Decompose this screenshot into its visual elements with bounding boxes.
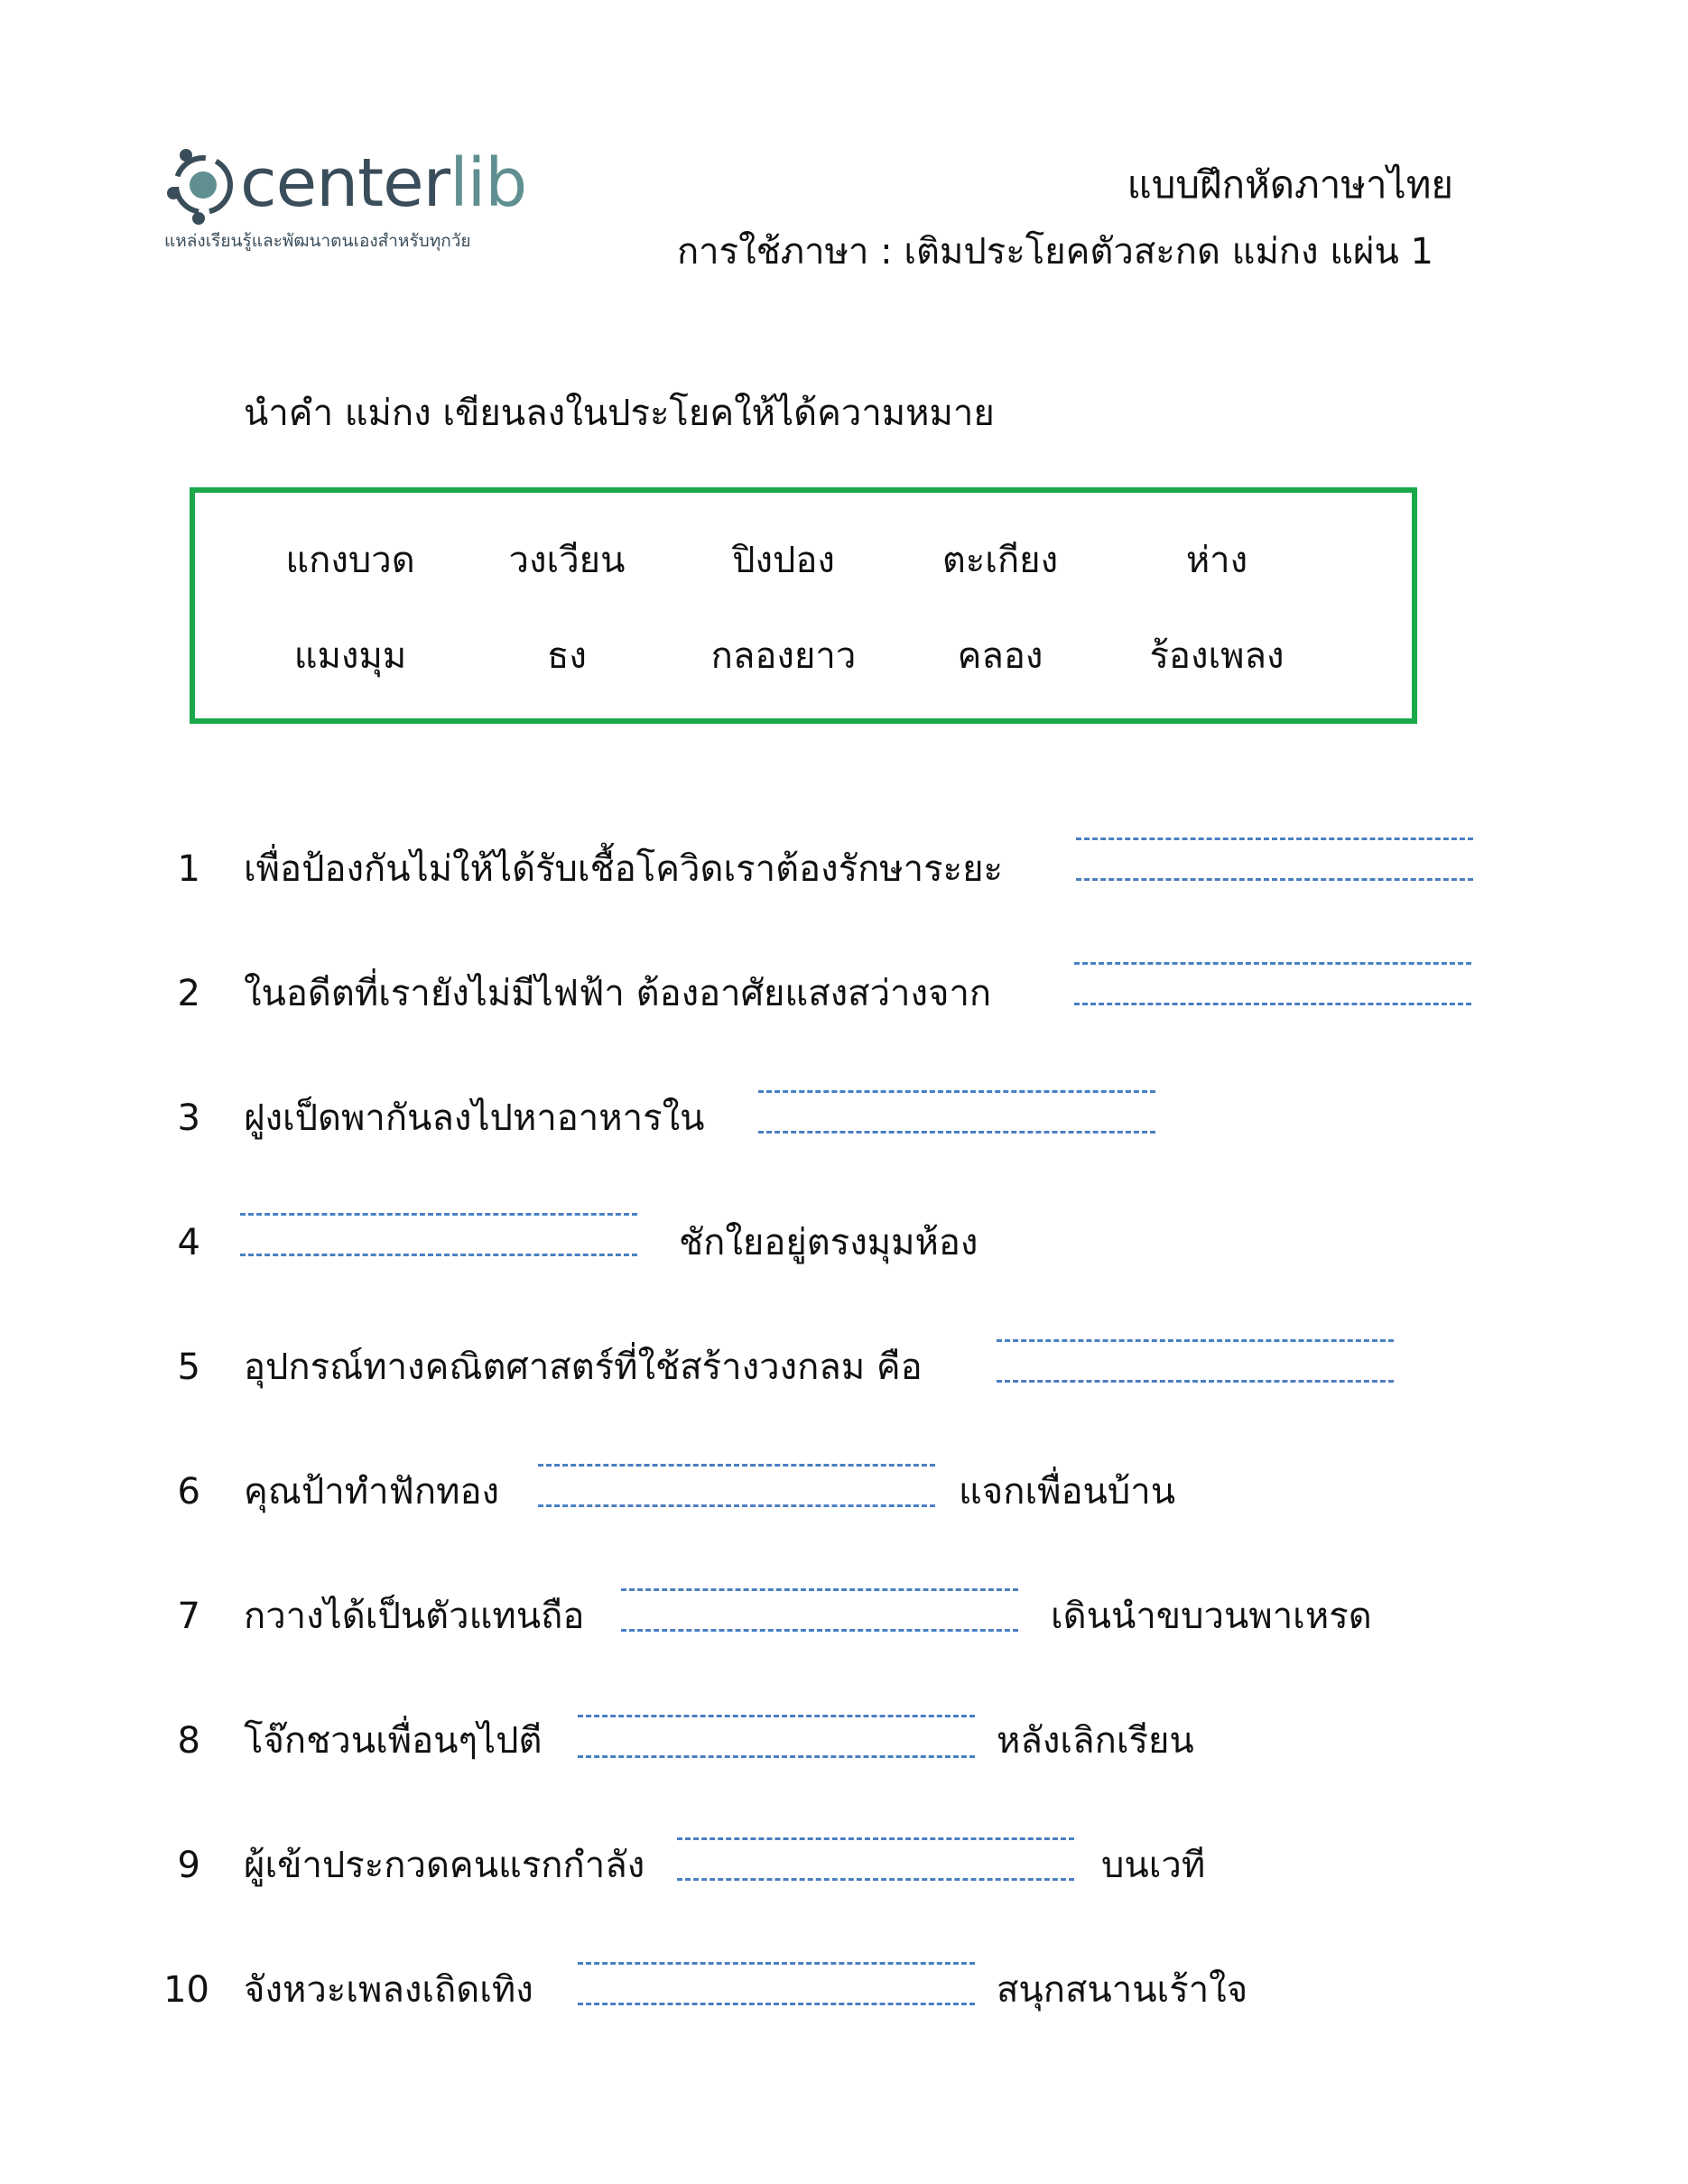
question-text-before: คุณป้าทำฟักทอง xyxy=(244,1471,500,1513)
question-row xyxy=(0,1096,1688,1222)
question-text-before: ผู้เข้าประกวดคนแรกกำลัง xyxy=(244,1845,645,1886)
question-number: 8 xyxy=(177,1720,200,1762)
question-text-after: หลังเลิกเรียน xyxy=(997,1720,1194,1762)
logo-word-lib: lib xyxy=(450,144,527,222)
word-bank-item: แมงมุม xyxy=(293,635,407,677)
question-number: 1 xyxy=(177,848,200,890)
answer-blank[interactable] xyxy=(240,1213,637,1258)
question-text-after: เดินนำขบวนพาเหรด xyxy=(1051,1596,1372,1637)
question-row xyxy=(0,847,1688,973)
question-row xyxy=(0,971,1688,1097)
answer-blank[interactable] xyxy=(538,1464,935,1509)
word-bank-item: ร้องเพลง xyxy=(1149,635,1285,677)
question-text-after: สนุกสนานเร้าใจ xyxy=(997,1969,1248,2011)
question-text-after: แจกเพื่อนบ้าน xyxy=(959,1471,1176,1513)
question-text-before: ฝูงเป็ดพากันลงไปหาอาหารใน xyxy=(244,1097,705,1139)
question-number: 9 xyxy=(177,1845,200,1886)
worksheet-title: แบบฝึกหัดภาษาไทย xyxy=(1127,162,1453,207)
word-bank-item: ธง xyxy=(547,635,587,677)
worksheet-subtitle: การใช้ภาษา : เติมประโยคตัวสะกด แม่กง แผ่น 1 xyxy=(676,231,1433,273)
question-row xyxy=(0,1967,1688,2094)
question-text-after: บนเวที xyxy=(1101,1845,1206,1886)
molecule-logo-icon xyxy=(162,144,244,226)
question-row xyxy=(0,1594,1688,1720)
answer-blank[interactable] xyxy=(1074,962,1471,1007)
question-row xyxy=(0,1718,1688,1845)
question-text-before: โจ๊กชวนเพื่อนๆไปตี xyxy=(244,1720,543,1762)
word-bank-box xyxy=(190,487,1417,724)
word-bank-item: ปิงปอง xyxy=(732,540,835,581)
logo-word-center: center xyxy=(240,144,450,222)
word-bank-item: กลองยาว xyxy=(710,635,857,677)
question-number: 6 xyxy=(177,1471,200,1513)
question-text-before: จังหวะเพลงเถิดเทิง xyxy=(244,1969,533,2011)
word-bank-item: ตะเกียง xyxy=(941,540,1059,581)
question-row xyxy=(0,1345,1688,1471)
question-number: 4 xyxy=(177,1222,200,1263)
question-row xyxy=(0,1220,1688,1346)
question-text-before: ในอดีตที่เรายังไม่มีไฟฟ้า ต้องอาศัยแสงสว่างจาก xyxy=(244,973,992,1014)
question-text-before: อุปกรณ์ทางคณิตศาสตร์ที่ใช้สร้างวงกลม คือ xyxy=(244,1346,923,1388)
answer-blank[interactable] xyxy=(997,1339,1394,1384)
answer-blank[interactable] xyxy=(578,1715,975,1760)
instruction-text: นำคำ แม่กง เขียนลงในประโยคให้ได้ความหมาย xyxy=(244,393,995,434)
question-text-after: ชักใยอยู่ตรงมุมห้อง xyxy=(679,1222,978,1263)
question-row xyxy=(0,1469,1688,1596)
question-number: 3 xyxy=(177,1097,200,1139)
question-text-before: กวางได้เป็นตัวแทนถือ xyxy=(244,1596,585,1637)
question-text-before: เพื่อป้องกันไม่ให้ได้รับเชื้อโควิดเราต้องรักษาระยะ xyxy=(244,848,1004,890)
answer-blank[interactable] xyxy=(677,1837,1074,1883)
logo-wordmark xyxy=(240,143,526,224)
centerlib-logo xyxy=(144,135,542,262)
question-row xyxy=(0,1843,1688,1969)
answer-blank[interactable] xyxy=(1076,838,1473,883)
answer-blank[interactable] xyxy=(578,1962,975,2007)
question-number: 10 xyxy=(163,1969,209,2011)
word-bank-item: แกงบวด xyxy=(285,540,415,581)
word-bank-item: ห่าง xyxy=(1185,540,1248,581)
question-number: 7 xyxy=(177,1596,200,1637)
answer-blank[interactable] xyxy=(758,1090,1155,1135)
word-bank-item: วงเวียน xyxy=(508,540,626,581)
question-number: 2 xyxy=(177,973,200,1014)
answer-blank[interactable] xyxy=(621,1588,1018,1633)
question-number: 5 xyxy=(177,1346,200,1388)
word-bank-item: คลอง xyxy=(957,635,1043,677)
logo-tagline: แหล่งเรียนรู้และพัฒนาตนเองสำหรับทุกวัย xyxy=(164,231,471,251)
